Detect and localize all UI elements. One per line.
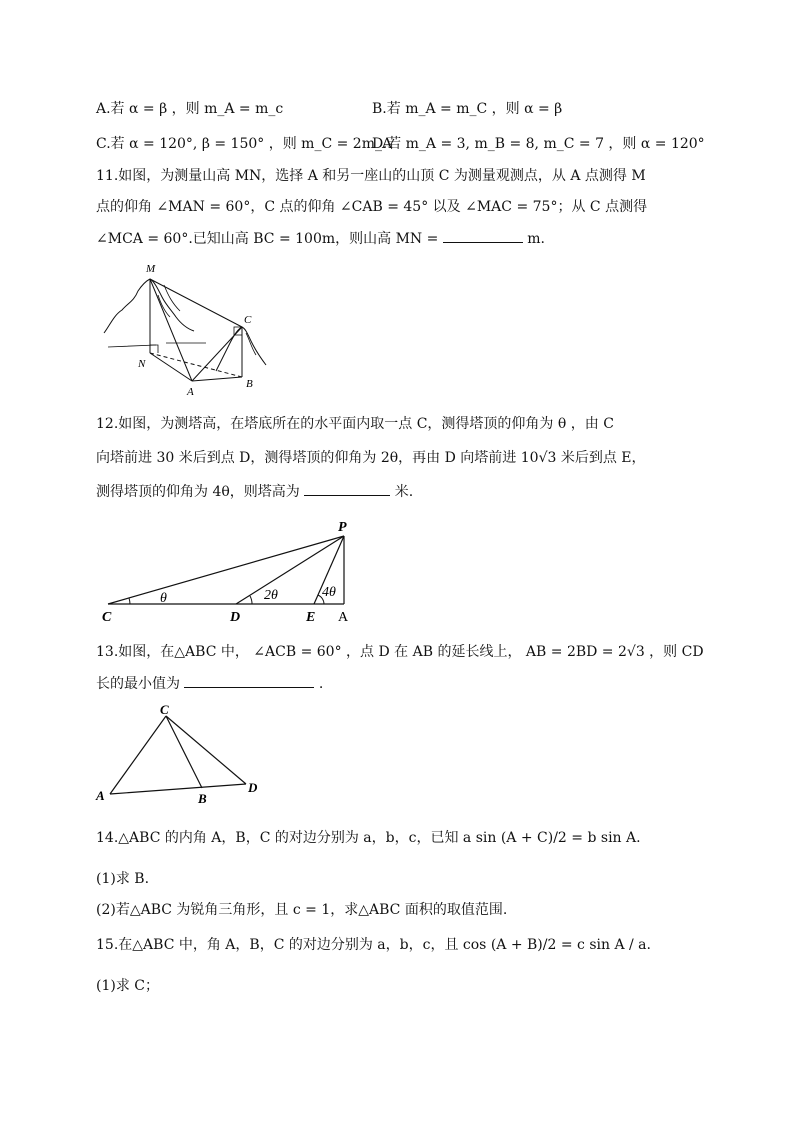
option-b: B.若 m_A = m_C ，则 α = β xyxy=(372,101,563,117)
q12-line3-text: 测得塔顶的仰角为 4θ，则塔高为 xyxy=(96,484,300,500)
q11-line2: 点的仰角 ∠MAN = 60°，C 点的仰角 ∠CAB = 45° 以及 ∠MAC = 75°；从 C 点测得 xyxy=(96,199,648,215)
label-4theta: 4θ xyxy=(322,585,336,600)
cp-line xyxy=(108,536,344,604)
label-b: B xyxy=(246,378,253,390)
triangle-figure xyxy=(94,700,264,808)
q11-line3-text: ∠MCA = 60°.已知山高 BC = 100m，则山高 MN = xyxy=(96,231,439,247)
label-2theta: 2θ xyxy=(264,588,278,603)
q13-answer-blank[interactable] xyxy=(184,673,314,688)
cd-line xyxy=(166,716,246,784)
q12-line2: 向塔前进 30 米后到点 D，测得塔顶的仰角为 2θ，再由 D 向塔前进 10√3 米后到点 E， xyxy=(96,450,646,466)
tower-figure xyxy=(100,518,360,628)
q11-line1: 11.如图，为测量山高 MN，选择 A 和另一座山的山顶 C 为测量观测点，从 A 点测得 M xyxy=(96,168,646,184)
label-b: B xyxy=(198,791,207,806)
q12-line1: 12.如图，为测塔高，在塔底所在的水平面内取一点 C，测得塔顶的仰角为 θ ，由 C xyxy=(96,416,614,432)
q12-unit: 米. xyxy=(394,484,414,500)
mc-line xyxy=(150,279,242,327)
nb-dashed-line xyxy=(150,353,242,377)
option-d: D.若 m_A = 3, m_B = 8, m_C = 7 ，则 α = 120° xyxy=(372,136,705,152)
q14-sub2: (2)若△ABC 为锐角三角形，且 c = 1，求△ABC 面积的取值范围. xyxy=(96,902,508,918)
q12-answer-blank[interactable] xyxy=(304,481,390,496)
q13-line2-text: 长的最小值为 xyxy=(96,676,180,692)
q14-line1: 14.△ABC 的内角 A，B，C 的对边分别为 a，b，c，已知 a sin (A + C)/2 = b sin A. xyxy=(96,830,641,846)
label-a: A xyxy=(338,610,349,625)
cb-line xyxy=(166,716,202,788)
q11-line3 xyxy=(96,228,545,248)
label-d: D xyxy=(230,610,241,625)
label-p: P xyxy=(338,520,347,535)
label-n: N xyxy=(138,358,146,370)
ab-line xyxy=(192,377,242,381)
label-a: A xyxy=(187,386,194,398)
q13-line2 xyxy=(96,673,323,693)
ma-line xyxy=(150,279,192,381)
label-d: D xyxy=(248,780,258,795)
q13-line1: 13.如图，在△ABC 中， ∠ACB = 60° ，点 D 在 AB 的延长线上， AB = 2BD = 2√3 ，则 CD xyxy=(96,644,704,660)
label-e: E xyxy=(306,610,316,625)
label-theta: θ xyxy=(160,591,167,606)
label-c: C xyxy=(102,610,112,625)
q11-unit: m. xyxy=(527,231,545,247)
label-m: M xyxy=(146,263,156,275)
ad-line xyxy=(110,784,246,794)
q14-sub1: (1)求 B. xyxy=(96,871,150,887)
q12-line3 xyxy=(96,481,413,501)
q11-answer-blank[interactable] xyxy=(443,228,523,243)
q13-period: . xyxy=(318,676,324,692)
option-a: A.若 α = β ，则 m_A = m_c xyxy=(96,101,284,117)
label-a: A xyxy=(96,788,105,803)
ca-line xyxy=(110,716,166,794)
option-c: C.若 α = 120°, β = 150° ，则 m_C = 2m_A xyxy=(96,136,393,152)
mountain-figure xyxy=(96,255,286,400)
label-c: C xyxy=(160,702,169,717)
q15-line1: 15.在△ABC 中，角 A，B，C 的对边分别为 a，b，c，且 cos (A + B)/2 = c sin A / a. xyxy=(96,937,651,953)
label-c: C xyxy=(244,314,252,326)
q15-sub1: (1)求 C； xyxy=(96,978,159,994)
